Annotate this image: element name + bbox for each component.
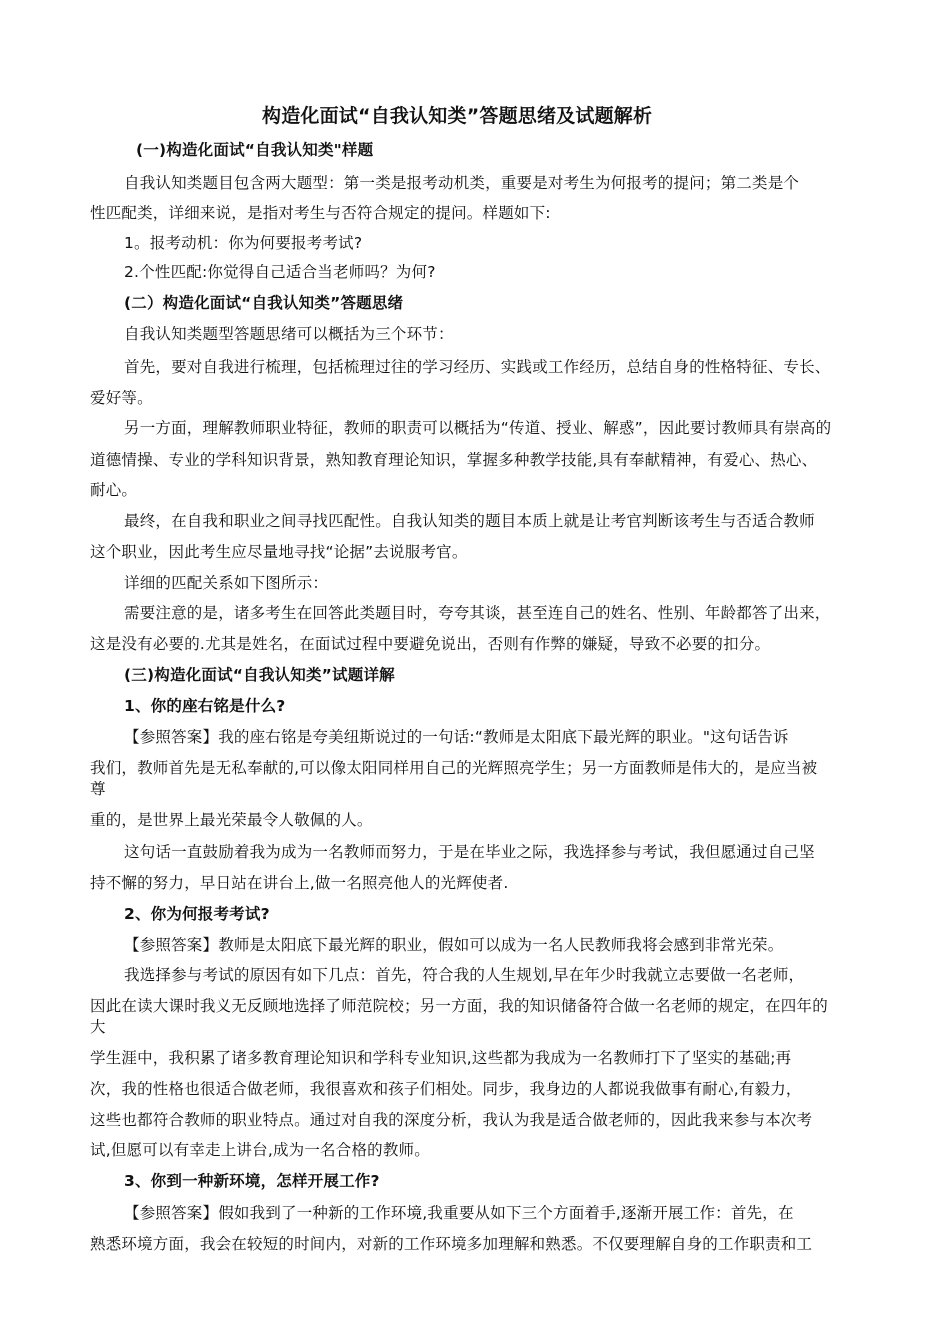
paragraph-line: 耐心。 [90,481,138,499]
paragraph-line: 大 [90,1018,106,1036]
paragraph-line: 熟悉环境方面，我会在较短的时间内，对新的工作环境多加理解和熟悉。不仅要理解自身的工作职责和工 [90,1235,813,1253]
paragraph-line: 自我认知类题目包含两大题型：第一类是报考动机类，重要是对考生为何报考的提问；第二类是个 [124,174,800,192]
paragraph-line: 【参照答案】我的座右铭是夸美纽斯说过的一句话:“教师是太阳底下最光辉的职业。"这句话告诉 [124,728,789,746]
paragraph-line: 详细的匹配关系如下图所示： [124,574,329,592]
paragraph-line: 我选择参与考试的原因有如下几点：首先，符合我的人生规划,早在年少时我就立志要做一名老师， [124,966,805,984]
section-heading-1: (一)构造化面试“自我认知类"样题 [136,141,374,159]
document-title: 构造化面试“自我认知类”答题思绪及试题解析 [262,105,653,127]
paragraph-line: 爱好等。 [90,389,153,407]
question-heading-2: 2、你为何报考考试? [124,905,270,923]
paragraph-line: 这个职业，因此考生应尽量地寻找“论据”去说服考官。 [90,543,468,561]
paragraph-line: 因此在读大课时我义无反顾地选择了师范院校；另一方面，我的知识储备符合做一名老师的规定，在四年的 [90,997,828,1015]
paragraph-line: 重的，是世界上最光荣最令人敬佩的人。 [90,811,373,829]
paragraph-line: 学生涯中，我积累了诸多教育理论知识和学科专业知识,这些都为我成为一名教师打下了坚实的基础;再 [90,1049,792,1067]
paragraph-line: 我们，教师首先是无私奉献的,可以像太阳同样用自己的光辉照亮学生；另一方面教师是伟大的，是应当被 [90,759,818,777]
paragraph-line: 这句话一直鼓励着我为成为一名教师而努力，于是在毕业之际，我选择参与考试，我但愿通过自己坚 [124,843,815,861]
paragraph-line: 性匹配类，详细来说，是指对考生与否符合规定的提问。样题如下: [90,204,551,222]
paragraph-line: 自我认知类题型答题思绪可以概括为三个环节： [124,325,454,343]
paragraph-line: 2.个性匹配:你觉得自己适合当老师吗？为何? [124,263,436,281]
paragraph-line: 【参照答案】假如我到了一种新的工作环境,我重要从如下三个方面着手,逐渐开展工作：首先，在 [124,1204,794,1222]
paragraph-line: 最终，在自我和职业之间寻找匹配性。自我认知类的题目本质上就是让考官判断该考生与否适合教师 [124,512,815,530]
paragraph-line: 这是没有必要的.尤其是姓名，在面试过程中要避免说出，否则有作弊的嫌疑，导致不必要的扣分。 [90,635,771,653]
paragraph-line: 需要注意的是，诸多考生在回答此类题目时，夸夸其谈，甚至连自己的姓名、性别、年龄都答了出来， [124,604,831,622]
paragraph-line: 尊 [90,780,106,798]
section-heading-3: (三)构造化面试“自我认知类”试题详解 [124,666,395,684]
paragraph-line: 试,但愿可以有幸走上讲台,成为一名合格的教师。 [90,1141,430,1159]
paragraph-line: 【参照答案】教师是太阳底下最光辉的职业，假如可以成为一名人民教师我将会感到非常光荣。 [124,936,784,954]
question-heading-1: 1、你的座右铭是什么? [124,697,286,715]
question-heading-3: 3、你到一种新环境，怎样开展工作? [124,1172,380,1190]
paragraph-line: 首先，要对自我进行梳理，包括梳理过往的学习经历、实践或工作经历，总结自身的性格特征、专长、 [124,358,831,376]
paragraph-line: 这些也都符合教师的职业特点。通过对自我的深度分析，我认为我是适合做老师的，因此我来参与本次考 [90,1111,813,1129]
paragraph-line: 次，我的性格也很适合做老师，我很喜欢和孩子们相处。同步，我身边的人都说我做事有耐心,有毅力， [90,1080,802,1098]
paragraph-line: 道德情操、专业的学科知识背景，熟知教育理论知识，掌握多种教学技能,具有奉献精神，有爱心、热心、 [90,451,818,469]
paragraph-line: 持不懈的努力，早日站在讲台上,做一名照亮他人的光辉使者. [90,874,509,892]
section-heading-2: (二）构造化面试“自我认知类”答题思绪 [124,294,404,312]
paragraph-line: 1。报考动机：你为何要报考考试? [124,234,363,252]
paragraph-line: 另一方面，理解教师职业特征，教师的职责可以概括为“传道、授业、解惑”，因此要讨教师具有崇高的 [124,419,832,437]
